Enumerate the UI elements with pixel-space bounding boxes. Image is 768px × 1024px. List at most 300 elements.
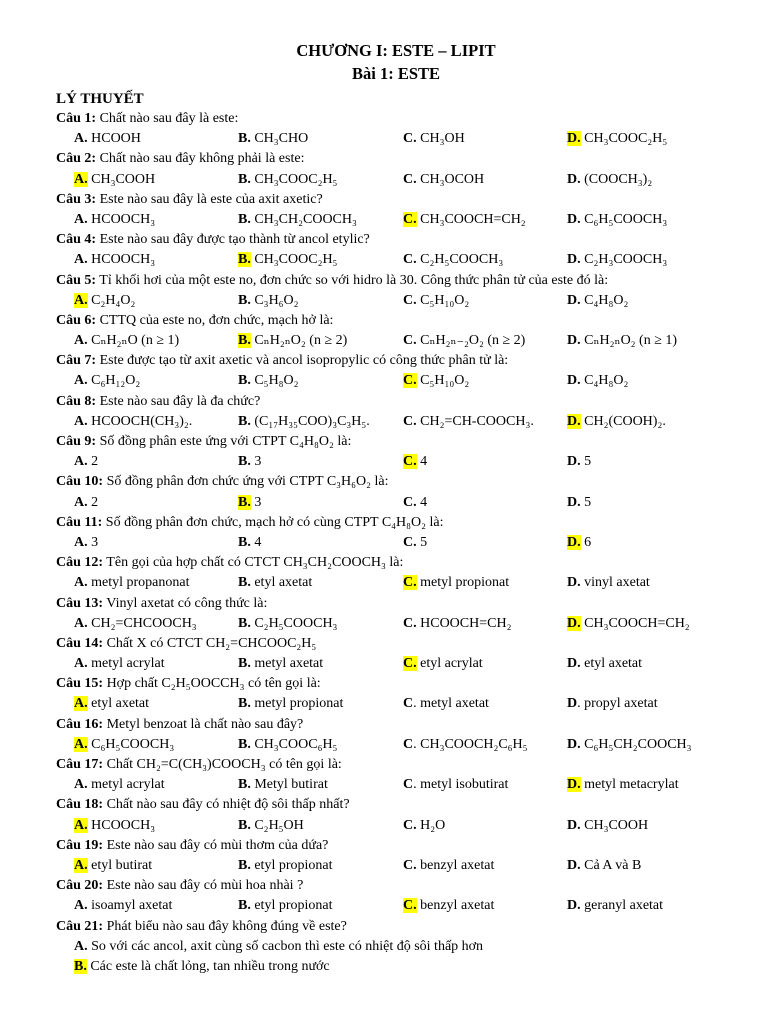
answer-option (74, 493, 98, 513)
option-letter: D. (567, 333, 581, 349)
options-row (56, 250, 736, 270)
answer-option (238, 816, 304, 836)
option-text: 4 (416, 454, 428, 470)
option-text: benzyl axetat (416, 898, 495, 914)
option-text: CH₂=CH-COOCH₃. (416, 413, 534, 429)
question (56, 594, 736, 634)
question-prompt: Este nào sau đây được tạo thành từ ancol etylic? (96, 232, 370, 248)
answer-option (238, 210, 357, 230)
option-letter: B. (238, 615, 251, 631)
answer-option (403, 735, 528, 755)
question (56, 634, 736, 674)
option-letter: D. (567, 454, 581, 470)
question-number: Câu 5: (56, 272, 97, 288)
question-text (56, 149, 736, 169)
question-number: Câu 12: (56, 555, 104, 571)
answer-option (567, 412, 666, 432)
option-text: CH₂(COOH)₂. (580, 413, 666, 429)
option-letter: C. (403, 494, 417, 510)
option-text: C₅H₁₀O₂ (416, 373, 470, 389)
options-row (56, 694, 736, 714)
options-row (56, 412, 736, 432)
option-letter: C (403, 696, 414, 712)
answer-option (567, 452, 591, 472)
option-text: HCOOH (87, 131, 141, 147)
option-text: 5 (580, 454, 592, 470)
question-number: Câu 9: (56, 434, 97, 449)
answer-option (238, 856, 333, 876)
options-row (56, 856, 736, 876)
option-letter: B. (238, 413, 251, 429)
answer-option (403, 896, 494, 916)
option-letter-highlighted: C. (403, 211, 417, 227)
option-text: C₅H₈O₂ (250, 373, 299, 389)
question-number: Câu 8: (56, 393, 97, 409)
answer-option (74, 291, 135, 311)
option-text: benzyl axetat (416, 857, 495, 873)
option-letter: A. (74, 252, 88, 268)
option-letter: D. (567, 373, 581, 389)
option-text: 2 (87, 494, 99, 510)
answer-option (238, 493, 261, 513)
option-letter: A. (74, 454, 88, 470)
option-letter: D. (567, 736, 581, 752)
option-letter: D. (567, 171, 581, 187)
question (56, 109, 736, 149)
option-text: CH₃OCOH (416, 171, 485, 187)
options-row (56, 614, 736, 634)
question-text (56, 392, 736, 412)
options-row (56, 775, 736, 795)
option-letter: B. (238, 898, 251, 914)
question-text (56, 674, 736, 694)
option-text: etyl axetat (580, 656, 643, 672)
option-letter-highlighted: D. (567, 131, 581, 147)
option-letter: C. (403, 252, 417, 268)
answer-option (403, 412, 534, 432)
options-row (56, 493, 736, 513)
option-letter: D. (567, 656, 581, 672)
question-text (56, 917, 736, 937)
lesson-title: Bài 1: ESTE (351, 64, 441, 83)
question-prompt: CTTQ của este no, đơn chức, mạch hở là: (96, 312, 334, 328)
option-letter: C (403, 777, 414, 793)
answer-option (74, 250, 155, 270)
question-number: Câu 11: (56, 514, 103, 530)
option-letter: B. (238, 373, 251, 389)
answer-option (567, 533, 591, 553)
question-number: Câu 20: (56, 878, 104, 894)
option-letter: D. (567, 494, 581, 510)
option-text: (C₁₇H₃₅COO)₃C₃H₅. (250, 413, 370, 429)
option-letter: D. (567, 857, 581, 873)
question-text (56, 311, 736, 331)
answer-option (567, 694, 658, 714)
option-letter: C (403, 736, 414, 752)
answer-option (238, 533, 261, 553)
question-prompt: Phát biểu nào sau đây không đúng về este? (103, 918, 347, 934)
option-letter: B. (238, 736, 251, 752)
option-letter: B. (238, 656, 251, 672)
option-letter: A. (74, 373, 88, 389)
answer-option (74, 533, 98, 553)
answer-option (74, 412, 192, 432)
option-letter-highlighted: A. (74, 857, 88, 873)
option-text: C₆H₁₂O₂ (87, 373, 141, 389)
option-text: C₂H₄O₂ (87, 292, 136, 308)
answer-option (238, 735, 337, 755)
option-text: . propyl axetat (577, 696, 658, 712)
option-letter: D. (567, 575, 581, 591)
options-row (56, 129, 736, 149)
options-row (56, 896, 736, 916)
answer-option (567, 735, 692, 755)
option-text: C₂H₅COOCH₃ (416, 252, 504, 268)
option-letter: A. (74, 656, 88, 672)
option-text: CₙH₂ₙO₂ (n ≥ 2) (250, 333, 348, 349)
option-text: metyl acrylat (87, 656, 165, 672)
option-letter: A. (74, 777, 88, 793)
option-text: etyl propionat (250, 898, 333, 914)
answer-option (238, 170, 337, 190)
answer-option (74, 210, 155, 230)
option-letter: B. (238, 211, 251, 227)
options-row (56, 170, 736, 190)
answer-option (403, 452, 427, 472)
answer-option (74, 129, 141, 149)
answer-option (403, 573, 509, 593)
answer-option (567, 210, 667, 230)
option-letter: B. (238, 292, 251, 308)
option-letter: C. (403, 615, 417, 631)
question-prompt: Chất nào sau đây không phải là este: (96, 151, 305, 167)
question-number: Câu 7: (56, 353, 97, 369)
option-letter-highlighted: B. (74, 958, 87, 974)
option-letter: D. (567, 211, 581, 227)
option-text: CH₃COOH (580, 817, 649, 833)
option-text: HCOOCH=CH₂ (416, 615, 512, 631)
answer-option (74, 573, 190, 593)
question (56, 715, 736, 755)
answer-option (403, 533, 427, 553)
answer-option (74, 856, 152, 876)
question-number: Câu 19: (56, 837, 104, 853)
option-text: C₆H₅CH₂COOCH₃ (580, 736, 692, 752)
option-letter: A. (74, 211, 88, 227)
question-number: Câu 4: (56, 232, 97, 248)
option-letter: A. (74, 575, 88, 591)
question (56, 755, 736, 795)
answer-option (238, 331, 347, 351)
option-text: CH₃COOCH=CH₂ (416, 211, 526, 227)
option-letter: B. (238, 131, 251, 147)
question-prompt: Este nào sau đây là este của axit axetic? (96, 191, 323, 207)
option-letter: D. (567, 898, 581, 914)
options-row (56, 816, 736, 836)
option-text: C₆H₅COOCH₃ (580, 211, 668, 227)
answer-option (403, 856, 494, 876)
option-text: isoamyl axetat (87, 898, 173, 914)
question-prompt: Este nào sau đây có mùi hoa nhài ? (103, 878, 304, 894)
option-text: metyl axetat (250, 656, 324, 672)
option-letter: C. (403, 413, 417, 429)
option-text: etyl axetat (87, 696, 150, 712)
option-text: H₂O (416, 817, 446, 833)
answer-option (238, 775, 328, 795)
options-row (56, 735, 736, 755)
option-letter: C. (403, 131, 417, 147)
question (56, 149, 736, 189)
question-number: Câu 15: (56, 676, 104, 692)
question-text (56, 513, 736, 533)
options-row (56, 210, 736, 230)
answer-option (403, 493, 427, 513)
option-letter: C. (403, 292, 417, 308)
answer-option (238, 412, 370, 432)
option-text: etyl acrylat (416, 656, 483, 672)
question-text (56, 876, 736, 896)
question-prompt: Chất X có CTCT CH₂=CHCOOC₂H₅ (103, 635, 317, 651)
question-text (56, 634, 736, 654)
option-letter-highlighted: D. (567, 777, 581, 793)
question-number: Câu 10: (56, 474, 104, 490)
option-text: CH₃CH₂COOCH₃ (250, 211, 357, 227)
option-letter: C. (403, 333, 417, 349)
answer-option (567, 654, 642, 674)
option-letter-highlighted: C. (403, 575, 417, 591)
option-text: C₄H₈O₂ (580, 292, 629, 308)
option-text: CH₃COOC₂H₅ (250, 252, 338, 268)
option-letter-highlighted: C. (403, 454, 417, 470)
question-text (56, 836, 736, 856)
answer-option (403, 170, 484, 190)
option-text: 6 (580, 534, 592, 550)
answer-option (403, 371, 469, 391)
option-text: C₄H₈O₂ (580, 373, 629, 389)
option-text: CH₃OH (416, 131, 465, 147)
question (56, 392, 736, 432)
answer-option (238, 614, 337, 634)
answer-option (567, 896, 663, 916)
question-prompt: Este được tạo từ axit axetic và ancol isopropylic có công thức phân tử là: (96, 353, 509, 369)
option-letter-highlighted: A. (74, 817, 88, 833)
option-text: CH₃COOC₆H₅ (250, 736, 338, 752)
option-text: HCOOCH(CH₃)₂. (87, 413, 193, 429)
answer-option (567, 856, 641, 876)
option-letter: C. (403, 534, 417, 550)
question (56, 513, 736, 553)
question-number: Câu 3: (56, 191, 97, 207)
option-letter: A. (74, 898, 88, 914)
question-number: Câu 1: (56, 111, 97, 126)
answer-option (74, 896, 172, 916)
answer-option (403, 331, 525, 351)
options-row (56, 371, 736, 391)
answer-option (403, 210, 526, 230)
question (56, 795, 736, 835)
option-letter: D. (567, 292, 581, 308)
question-prompt: Este nào sau đây có mùi thơm của dứa? (103, 837, 329, 853)
answer-option (403, 614, 511, 634)
option-text: . CH₃COOCH₂C₆H₅ (413, 736, 528, 752)
option-letter: D. (567, 252, 581, 268)
answer-option (74, 694, 149, 714)
question-prompt: Tỉ khối hơi của một este no, đơn chức so với hidro là 30. Công thức phân tử của este đó là: (96, 272, 609, 288)
option-text: C₅H₁₀O₂ (416, 292, 470, 308)
answer-option (238, 654, 323, 674)
option-text: . metyl isobutirat (413, 777, 509, 793)
option-letter: B. (238, 534, 251, 550)
answer-option (238, 452, 261, 472)
option-letter: B. (238, 575, 251, 591)
question-prompt: Tên gọi của hợp chất có CTCT CH₃CH₂COOCH₃ là: (103, 555, 404, 571)
question (56, 553, 736, 593)
question (56, 190, 736, 230)
question (56, 432, 736, 472)
answer-option (74, 816, 155, 836)
answer-option (567, 573, 650, 593)
option-letter: A. (74, 333, 88, 349)
option-text: 3 (87, 534, 99, 550)
option-text: 4 (416, 494, 428, 510)
answer-option (74, 614, 197, 634)
option-text: metyl propionat (250, 696, 344, 712)
option-text: CₙH₂ₙ₋₂O₂ (n ≥ 2) (416, 333, 526, 349)
option-text: CH₃COOH (87, 171, 156, 187)
answer-option (238, 291, 299, 311)
option-letter: A. (74, 938, 88, 954)
option-text: etyl propionat (250, 857, 333, 873)
option-letter-highlighted: A. (74, 292, 88, 308)
option-text: etyl butirat (87, 857, 153, 873)
question-prompt: Số đồng phân đơn chức ứng với CTPT C₃H₆O₂ là: (103, 474, 389, 490)
answer-option (567, 614, 690, 634)
question-number: Câu 21: (56, 918, 104, 934)
option-text: geranyl axetat (580, 898, 664, 914)
question-text (56, 755, 736, 775)
options-row (56, 573, 736, 593)
answer-option (567, 291, 628, 311)
options-row (56, 331, 736, 351)
question-text (56, 351, 736, 371)
answer-option (403, 129, 465, 149)
answer-option (74, 775, 165, 795)
question-prompt: Chất nào sau đây có nhiệt độ sôi thấp nhất? (103, 797, 350, 813)
answer-option (567, 170, 652, 190)
answer-option (74, 735, 174, 755)
options-row (56, 654, 736, 674)
answer-option (74, 170, 155, 190)
answer-option (567, 371, 628, 391)
option-letter-highlighted: A. (74, 736, 88, 752)
answer-option (567, 331, 677, 351)
option-letter: A. (74, 615, 88, 631)
answer-option (567, 775, 679, 795)
question (56, 876, 736, 916)
question-number: Câu 6: (56, 312, 97, 328)
option-text: CH₃COOC₂H₅ (250, 171, 338, 187)
question-number: Câu 14: (56, 635, 104, 651)
question-text (56, 553, 736, 573)
option-text: 4 (250, 534, 262, 550)
answer-option (403, 694, 489, 714)
question-prompt: Số đồng phân đơn chức, mạch hở có cùng CTPT C₄H₈O₂ là: (102, 514, 444, 530)
answer-option (238, 371, 299, 391)
option-text: CₙH₂ₙO₂ (n ≥ 1) (580, 333, 678, 349)
answer-option (238, 694, 343, 714)
answer-option (403, 816, 445, 836)
question-text (56, 230, 736, 250)
question-prompt: Chất nào sau đây là este: (96, 111, 239, 126)
question-text (56, 109, 736, 129)
option-letter-highlighted: C. (403, 373, 417, 389)
option-text: C₂H₅OH (250, 817, 304, 833)
option-letter-highlighted: D. (567, 534, 581, 550)
question (56, 271, 736, 311)
option-letter-highlighted: A. (74, 696, 88, 712)
option-letter-highlighted: C. (403, 898, 417, 914)
option-text: 2 (87, 454, 99, 470)
option-letter: B. (238, 857, 251, 873)
option-letter: B. (238, 777, 251, 793)
option-text: Metyl butirat (250, 777, 328, 793)
question (56, 472, 736, 512)
answer-option (238, 250, 337, 270)
option-text: (COOCH₃)₂ (580, 171, 653, 187)
option-text: HCOOCH₃ (87, 252, 156, 268)
question-number: Câu 16: (56, 716, 104, 732)
question-text (56, 432, 736, 452)
option-text: CH₃COOC₂H₅ (580, 131, 668, 147)
option-letter: A. (74, 534, 88, 550)
option-letter: B. (238, 696, 251, 712)
answer-option (74, 331, 179, 351)
option-letter: C. (403, 817, 417, 833)
option-letter: B. (238, 171, 251, 187)
answer-option (567, 250, 667, 270)
option-letter: C. (403, 171, 417, 187)
option-letter-highlighted: A. (74, 171, 88, 187)
option-letter: A. (74, 413, 88, 429)
option-text: vinyl axetat (580, 575, 650, 591)
option-letter: B. (238, 454, 251, 470)
option-text: HCOOCH₃ (87, 211, 156, 227)
question-21 (56, 917, 736, 978)
question-text (56, 594, 736, 614)
option-text: 5 (416, 534, 428, 550)
answer-option (74, 452, 98, 472)
option-text: CH₂=CHCOOCH₃ (87, 615, 197, 631)
option-letter-highlighted: B. (238, 494, 251, 510)
option-text: Các este là chất lỏng, tan nhiều trong nước (86, 958, 330, 974)
question (56, 674, 736, 714)
question-prompt: Chất CH₂=C(CH₃)COOCH₃ có tên gọi là: (103, 757, 342, 772)
option-text: metyl propionat (416, 575, 510, 591)
statement-line (56, 937, 736, 957)
option-text: metyl acrylat (87, 777, 165, 793)
option-text: CH₃COOCH=CH₂ (580, 615, 690, 631)
answer-option (403, 775, 508, 795)
question (56, 230, 736, 270)
option-letter-highlighted: D. (567, 615, 581, 631)
option-letter: D (567, 696, 578, 712)
question-prompt: Số đồng phân este ứng với CTPT C₄H₈O₂ là: (96, 434, 352, 449)
option-letter-highlighted: B. (238, 252, 251, 268)
option-text: . metyl axetat (413, 696, 489, 712)
option-letter-highlighted: C. (403, 656, 417, 672)
option-text: HCOOCH₃ (87, 817, 156, 833)
option-letter: A. (74, 494, 88, 510)
